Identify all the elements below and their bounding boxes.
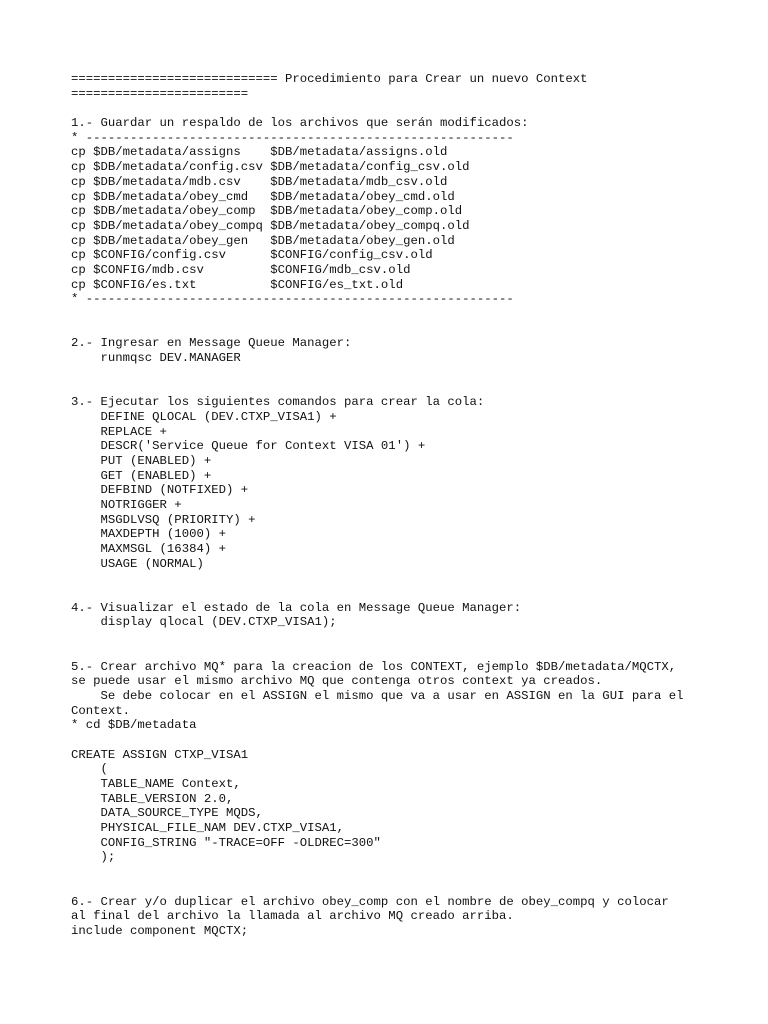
text-line — [71, 630, 761, 645]
text-line: cp $DB/metadata/config.csv $DB/metadata/config_csv.old — [71, 160, 470, 175]
text-line: PHYSICAL_FILE_NAM DEV.CTXP_VISA1, — [71, 821, 345, 836]
text-line: runmqsc DEV.MANAGER — [71, 351, 241, 366]
text-line: 5.- Crear archivo MQ* para la creacion de los CONTEXT, ejemplo $DB/metadata/MQCTX, — [71, 659, 677, 674]
text-line — [71, 307, 761, 322]
text-line: include component MQCTX; — [71, 923, 249, 938]
text-line: ======================== — [71, 86, 249, 101]
text-line: 6.- Crear y/o duplicar el archivo obey_comp con el nombre de obey_compq y colocar — [71, 894, 669, 909]
text-line: cp $CONFIG/config.csv $CONFIG/config_csv.old — [71, 248, 433, 263]
text-line: TABLE_VERSION 2.0, — [71, 791, 234, 806]
text-line: Context. — [71, 703, 131, 718]
text-line: cp $DB/metadata/mdb.csv $DB/metadata/mdb_csv.old — [71, 174, 448, 189]
text-line — [71, 571, 761, 586]
text-line: * cd $DB/metadata — [71, 718, 197, 733]
text-line: * ---------------------------------------------------------- — [71, 130, 514, 145]
text-line: cp $DB/metadata/assigns $DB/metadata/assigns.old — [71, 145, 448, 160]
text-line: MAXMSGL (16384) + — [71, 542, 226, 556]
text-line — [71, 366, 761, 381]
text-line: 2.- Ingresar en Message Queue Manager: — [71, 336, 352, 351]
text-line: cp $DB/metadata/obey_compq $DB/metadata/obey_compq.old — [71, 218, 470, 233]
text-line: MSGDLVSQ (PRIORITY) + — [71, 512, 256, 527]
text-line: REPLACE + — [71, 424, 167, 439]
text-line — [71, 380, 761, 395]
text-line: PUT (ENABLED) + — [71, 453, 212, 468]
text-line — [71, 101, 761, 116]
text-line: ============================ Procedimiento para Crear un nuevo Context — [71, 72, 588, 86]
text-line: cp $DB/metadata/obey_comp $DB/metadata/obey_comp.old — [71, 204, 463, 219]
text-line: DEFINE QLOCAL (DEV.CTXP_VISA1) + — [71, 409, 337, 424]
text-line: al final del archivo la llamada al archivo MQ creado arriba. — [71, 909, 514, 924]
text-line — [71, 733, 761, 748]
text-line: CONFIG_STRING "-TRACE=OFF -OLDREC=300" — [71, 835, 381, 850]
text-line: DATA_SOURCE_TYPE MQDS, — [71, 806, 263, 821]
text-line: USAGE (NORMAL) — [71, 556, 204, 571]
text-line: CREATE ASSIGN CTXP_VISA1 — [71, 747, 249, 762]
text-line: 1.- Guardar un respaldo de los archivos que serán modificados: — [71, 116, 529, 131]
text-line: DEFBIND (NOTFIXED) + — [71, 483, 249, 498]
text-line: cp $DB/metadata/obey_cmd $DB/metadata/obey_cmd.old — [71, 189, 455, 204]
text-line: cp $DB/metadata/obey_gen $DB/metadata/obey_gen.old — [71, 233, 455, 248]
text-line: * ---------------------------------------------------------- — [71, 292, 514, 307]
text-line: NOTRIGGER + — [71, 497, 182, 512]
text-line — [71, 645, 761, 660]
text-line: MAXDEPTH (1000) + — [71, 527, 226, 542]
text-line: cp $CONFIG/es.txt $CONFIG/es_txt.old — [71, 277, 404, 292]
text-line: se puede usar el mismo archivo MQ que contenga otros context ya creados. — [71, 674, 603, 689]
text-line: 4.- Visualizar el estado de la cola en Message Queue Manager: — [71, 600, 522, 615]
text-line — [71, 880, 761, 895]
text-line: DESCR('Service Queue for Context VISA 01') + — [71, 439, 426, 454]
text-line: GET (ENABLED) + — [71, 468, 212, 483]
text-line — [71, 586, 761, 601]
text-line: TABLE_NAME Context, — [71, 777, 241, 791]
text-line: 3.- Ejecutar los siguientes comandos para crear la cola: — [71, 395, 485, 410]
document-page — [71, 72, 761, 939]
text-line — [71, 865, 761, 880]
text-line — [71, 322, 761, 337]
text-line: Se debe colocar en el ASSIGN el mismo que va a usar en ASSIGN en la GUI para el — [71, 688, 684, 703]
text-line: ( — [71, 762, 108, 777]
text-line: ); — [71, 850, 116, 865]
text-line: display qlocal (DEV.CTXP_VISA1); — [71, 615, 337, 630]
text-line: cp $CONFIG/mdb.csv $CONFIG/mdb_csv.old — [71, 262, 411, 277]
